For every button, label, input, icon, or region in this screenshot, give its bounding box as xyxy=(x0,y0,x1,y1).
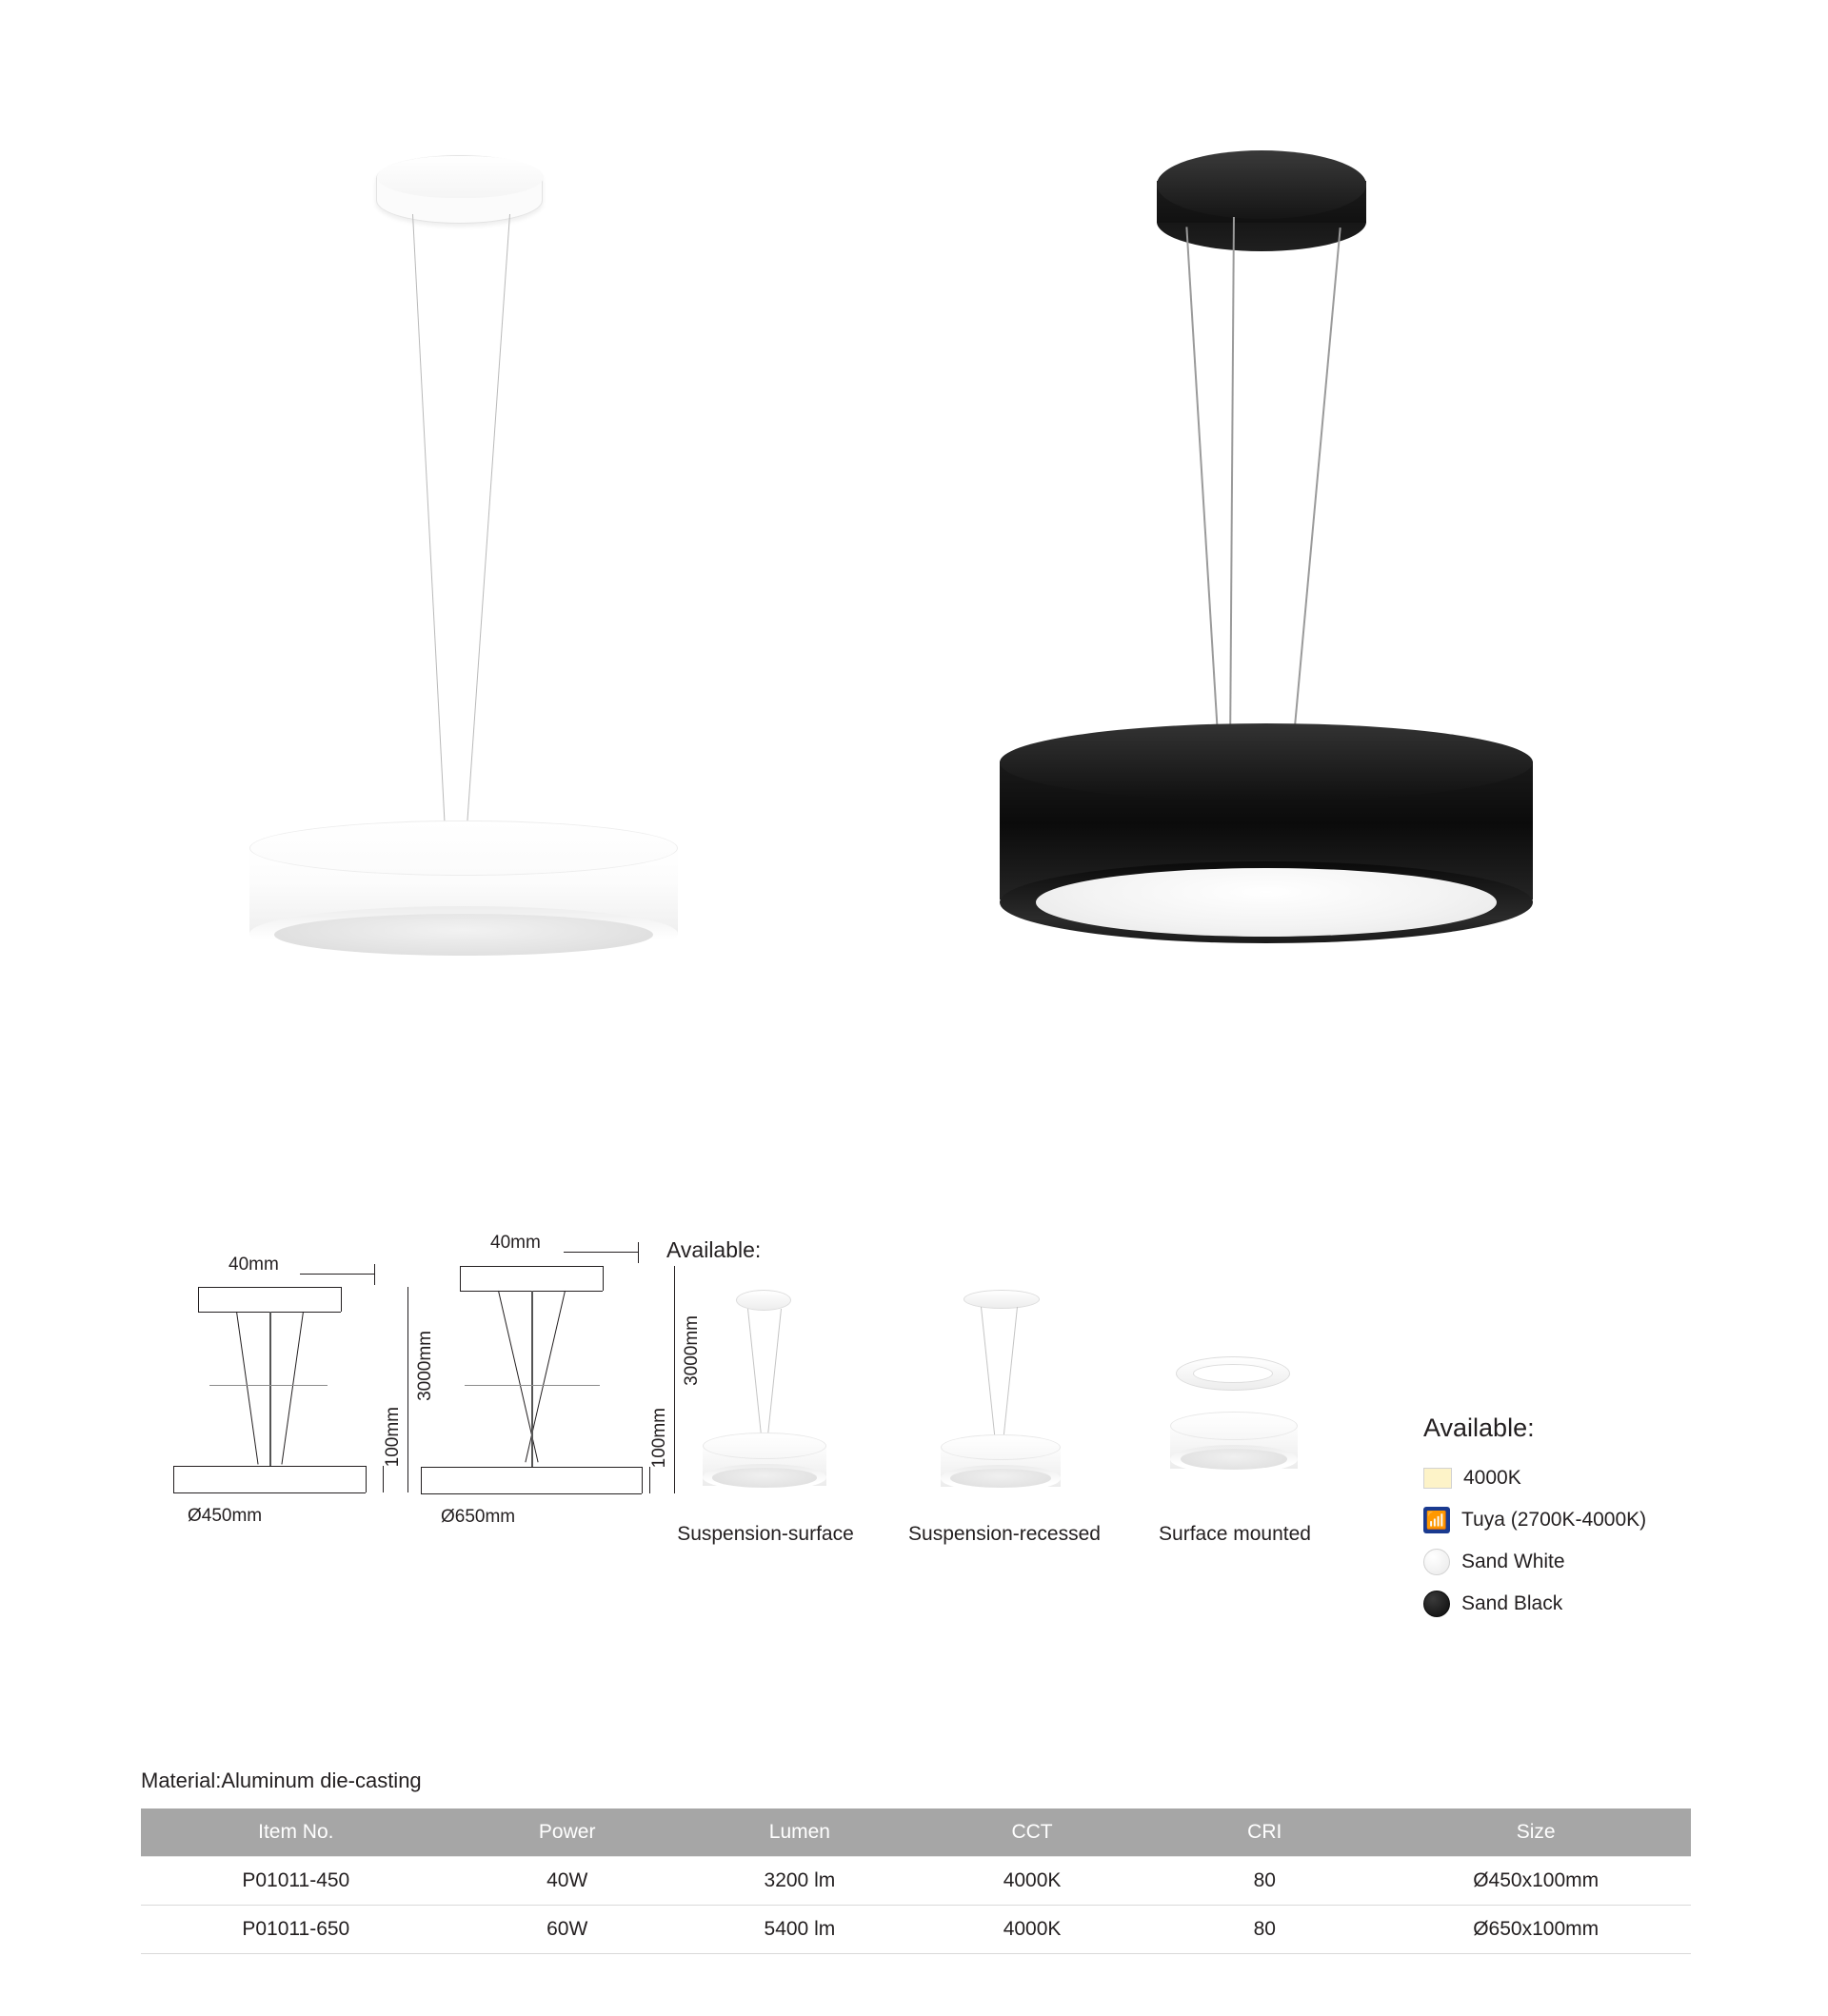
black-canopy-top xyxy=(1157,150,1366,219)
available-options-title: Available: xyxy=(1423,1413,1535,1442)
dim-450-cable-right xyxy=(281,1312,304,1465)
black-shade-diffuser xyxy=(1036,868,1497,937)
cell-cri: 80 xyxy=(1148,1906,1381,1954)
available-options xyxy=(1423,1413,1646,1628)
cell-power: 40W xyxy=(451,1857,684,1906)
dim-650-total-line xyxy=(674,1266,675,1493)
dim-650-canopy-box-right xyxy=(603,1266,604,1291)
dim-650-height-label: 100mm xyxy=(649,1408,669,1469)
dim-450-diameter-label: Ø450mm xyxy=(188,1506,263,1526)
option-label-tuya: Tuya (2700K-4000K) xyxy=(1461,1509,1647,1531)
dim-450-canopy-leader xyxy=(300,1274,374,1275)
cell-size: Ø450x100mm xyxy=(1381,1857,1691,1906)
variant-caption-surface-mounted: Surface mounted xyxy=(1159,1523,1311,1545)
dim-450-canopy-box-left xyxy=(198,1287,199,1312)
dim-650-canopy-box-left xyxy=(460,1266,461,1291)
option-sand-black[interactable] xyxy=(1423,1586,1646,1622)
dim-650-fixture-top xyxy=(421,1467,642,1468)
table-header-row xyxy=(141,1808,1691,1857)
cell-lumen: 3200 lm xyxy=(684,1857,916,1906)
white-shade xyxy=(249,820,678,963)
dim-450-canopy-tick xyxy=(374,1264,375,1285)
option-label-4000k: 4000K xyxy=(1463,1467,1521,1489)
cell-size: Ø650x100mm xyxy=(1381,1906,1691,1954)
th-power: Power xyxy=(451,1808,684,1857)
dim-450-center-rod xyxy=(269,1312,271,1466)
cell-cct: 4000K xyxy=(916,1857,1148,1906)
mini-shade-2-diffuser xyxy=(950,1469,1051,1488)
dim-450-height-line xyxy=(383,1466,384,1492)
black-canopy xyxy=(1157,150,1366,249)
table-row xyxy=(141,1906,1691,1954)
mini-shade-2 xyxy=(941,1434,1061,1493)
cell-item-no: P01011-450 xyxy=(141,1857,451,1906)
specification-table xyxy=(141,1808,1691,1954)
dim-450-break-mark xyxy=(209,1385,328,1386)
cell-power: 60W xyxy=(451,1906,684,1954)
mini-shade-1 xyxy=(703,1433,826,1493)
th-item-no: Item No. xyxy=(141,1808,451,1857)
dim-450-total-line xyxy=(407,1287,408,1492)
mini-shade-1-diffuser xyxy=(712,1468,816,1487)
black-cable-left xyxy=(1185,227,1219,744)
cell-cct: 4000K xyxy=(916,1906,1148,1954)
th-cct: CCT xyxy=(916,1808,1148,1857)
dim-650-center-rod xyxy=(531,1291,533,1467)
black-shade xyxy=(1000,723,1533,976)
cell-cri: 80 xyxy=(1148,1857,1381,1906)
mini-shade-3 xyxy=(1170,1412,1298,1476)
cell-item-no: P01011-650 xyxy=(141,1906,451,1954)
dim-450-canopy-box-top xyxy=(198,1287,341,1288)
dim-650-height-line xyxy=(649,1467,650,1493)
white-shade-top-rim xyxy=(249,820,678,876)
th-size: Size xyxy=(1381,1808,1691,1857)
dim-650-suspension-label: 3000mm xyxy=(682,1315,702,1386)
dim-650-diameter-label: Ø650mm xyxy=(441,1507,516,1527)
th-lumen: Lumen xyxy=(684,1808,916,1857)
dim-450-fixture-top xyxy=(173,1466,366,1467)
dim-450-canopy-label: 40mm xyxy=(228,1255,279,1275)
variant-caption-suspension-recessed: Suspension-recessed xyxy=(908,1523,1101,1545)
option-label-sand-black: Sand Black xyxy=(1461,1592,1563,1614)
black-shade-top-rim xyxy=(1000,723,1533,801)
dim-650-canopy-box-top xyxy=(460,1266,603,1267)
mini-mount-ring-inner xyxy=(1193,1364,1273,1383)
dim-650-canopy-tick xyxy=(638,1242,639,1263)
material-text: Material:Aluminum die-casting xyxy=(141,1769,422,1792)
white-canopy xyxy=(376,155,543,224)
dim-450-canopy-box-right xyxy=(341,1287,342,1312)
mini-canopy-surface xyxy=(736,1290,791,1311)
table-row xyxy=(141,1857,1691,1906)
mini-shade-2-top xyxy=(941,1434,1061,1460)
white-shade-diffuser xyxy=(274,914,653,956)
mini-canopy-recessed xyxy=(964,1290,1040,1309)
dim-650-break-mark xyxy=(465,1385,600,1386)
dim-650-fixture-bottom xyxy=(421,1493,642,1494)
mini-shade-3-top xyxy=(1170,1412,1298,1440)
option-label-sand-white: Sand White xyxy=(1461,1551,1565,1572)
option-tuya[interactable] xyxy=(1423,1502,1646,1538)
bluetooth-icon: 📶 xyxy=(1423,1507,1450,1533)
dim-650-fixture-left xyxy=(421,1467,422,1493)
option-4000k[interactable] xyxy=(1423,1460,1646,1496)
dim-450-fixture-left xyxy=(173,1466,174,1492)
dim-650-canopy-label: 40mm xyxy=(490,1233,541,1253)
black-cable-center xyxy=(1229,217,1234,750)
option-sand-white[interactable] xyxy=(1423,1544,1646,1580)
color-circle-icon-white xyxy=(1423,1549,1450,1575)
white-cable-left xyxy=(412,214,447,841)
cell-lumen: 5400 lm xyxy=(684,1906,916,1954)
white-canopy-top xyxy=(377,156,544,198)
variant-caption-suspension-surface: Suspension-surface xyxy=(677,1523,854,1545)
dim-450-suspension-label: 3000mm xyxy=(415,1331,435,1401)
available-mountings-title: Available: xyxy=(666,1237,762,1262)
color-circle-icon-black xyxy=(1423,1591,1450,1617)
dim-450-fixture-right xyxy=(366,1466,367,1492)
dim-450-fixture-bottom xyxy=(173,1492,366,1493)
mini-shade-1-top xyxy=(703,1433,826,1459)
color-swatch-icon xyxy=(1423,1468,1452,1489)
white-cable-right xyxy=(466,214,510,840)
dim-450-cable-left xyxy=(236,1312,259,1465)
dim-650-canopy-leader xyxy=(564,1252,638,1253)
dim-650-fixture-right xyxy=(642,1467,643,1493)
th-cri: CRI xyxy=(1148,1808,1381,1857)
black-cable-right xyxy=(1292,227,1341,744)
dim-450-height-label: 100mm xyxy=(383,1407,403,1468)
